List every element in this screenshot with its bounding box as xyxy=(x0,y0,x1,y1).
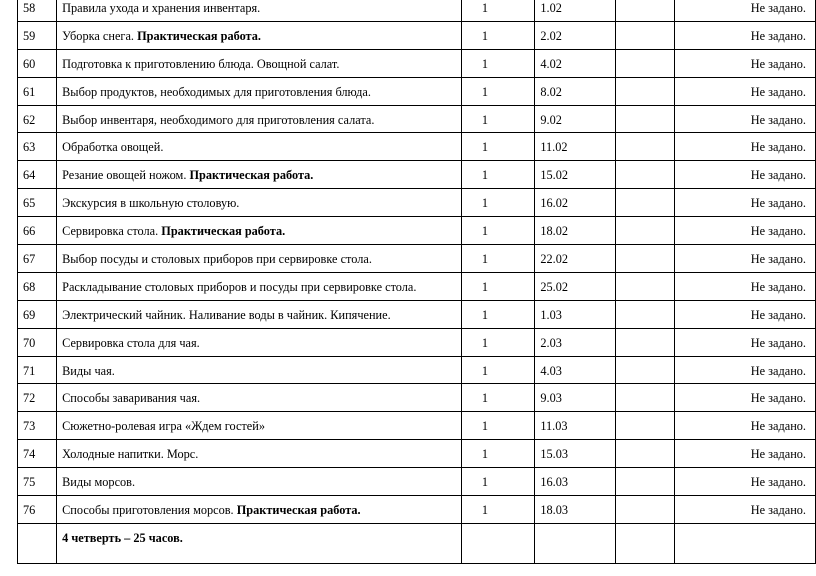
lesson-date: 9.03 xyxy=(535,384,615,412)
lesson-topic xyxy=(57,245,462,273)
lesson-number: 65 xyxy=(18,189,57,217)
lesson-topic xyxy=(57,384,462,412)
lesson-plan-table xyxy=(17,0,816,564)
lesson-hours: 1 xyxy=(461,412,534,440)
lesson-topic-text: Подготовка к приготовлению блюда. Овощной салат. xyxy=(62,56,340,71)
lesson-hours: 1 xyxy=(461,300,534,328)
lesson-date: 9.02 xyxy=(535,105,615,133)
lesson-topic xyxy=(57,356,462,384)
actual-date-cell xyxy=(615,105,674,133)
lesson-number: 74 xyxy=(18,440,57,468)
table-row xyxy=(18,245,816,273)
quarter-heading-row xyxy=(18,523,816,563)
lesson-status: Не задано. xyxy=(674,356,815,384)
lesson-topic-emphasis: Практическая работа. xyxy=(161,224,286,239)
actual-date-cell xyxy=(615,217,674,245)
actual-date-cell xyxy=(615,468,674,496)
lesson-topic-text: Виды морсов. xyxy=(62,475,136,490)
lesson-status: Не задано. xyxy=(674,496,815,524)
lesson-topic-text: Сюжетно-ролевая игра «Ждем гостей» xyxy=(62,419,265,434)
lesson-topic-text: Сервировка стола для чая. xyxy=(62,335,200,350)
lesson-date: 22.02 xyxy=(535,245,615,273)
actual-date-cell xyxy=(615,496,674,524)
empty-cell xyxy=(535,523,615,563)
empty-cell xyxy=(615,523,674,563)
lesson-number: 67 xyxy=(18,245,57,273)
lesson-topic xyxy=(57,77,462,105)
lesson-date: 4.02 xyxy=(535,49,615,77)
lesson-status: Не задано. xyxy=(674,133,815,161)
lesson-date: 18.03 xyxy=(535,496,615,524)
lesson-number: 68 xyxy=(18,272,57,300)
lesson-topic-emphasis: Практическая работа. xyxy=(137,28,261,43)
lesson-topic-text: Резание овощей ножом. xyxy=(62,168,190,183)
actual-date-cell xyxy=(615,245,674,273)
actual-date-cell xyxy=(615,272,674,300)
lesson-hours: 1 xyxy=(461,496,534,524)
table-row xyxy=(18,468,816,496)
actual-date-cell xyxy=(615,300,674,328)
lesson-status: Не задано. xyxy=(674,0,815,21)
lesson-topic xyxy=(57,468,462,496)
lesson-topic xyxy=(57,440,462,468)
lesson-number: 61 xyxy=(18,77,57,105)
lesson-number: 76 xyxy=(18,496,57,524)
table-row xyxy=(18,412,816,440)
empty-cell xyxy=(674,523,815,563)
empty-cell xyxy=(18,523,57,563)
table-row xyxy=(18,384,816,412)
lesson-topic xyxy=(57,0,462,21)
actual-date-cell xyxy=(615,49,674,77)
lesson-status: Не задано. xyxy=(674,77,815,105)
lesson-status: Не задано. xyxy=(674,272,815,300)
table-row xyxy=(18,0,816,21)
lesson-number: 66 xyxy=(18,217,57,245)
lesson-topic xyxy=(57,328,462,356)
lesson-topic-text: Сервировка стола. xyxy=(62,224,162,239)
lesson-topic-text: Экскурсия в школьную столовую. xyxy=(62,196,240,211)
lesson-date: 2.02 xyxy=(535,21,615,49)
lesson-number: 72 xyxy=(18,384,57,412)
lesson-status: Не задано. xyxy=(674,105,815,133)
lesson-hours: 1 xyxy=(461,384,534,412)
lesson-status: Не задано. xyxy=(674,440,815,468)
lesson-hours: 1 xyxy=(461,161,534,189)
lesson-number: 71 xyxy=(18,356,57,384)
lesson-topic-emphasis: Практическая работа. xyxy=(189,168,314,183)
lesson-number: 59 xyxy=(18,21,57,49)
lesson-status: Не задано. xyxy=(674,300,815,328)
lesson-topic xyxy=(57,496,462,524)
lesson-date: 15.02 xyxy=(535,161,615,189)
lesson-number: 73 xyxy=(18,412,57,440)
table-row xyxy=(18,272,816,300)
actual-date-cell xyxy=(615,77,674,105)
table-row xyxy=(18,133,816,161)
actual-date-cell xyxy=(615,189,674,217)
lesson-date: 18.02 xyxy=(535,217,615,245)
lesson-date: 2.03 xyxy=(535,328,615,356)
lesson-topic-text: Выбор продуктов, необходимых для приготовления блюда. xyxy=(62,84,371,99)
lesson-hours: 1 xyxy=(461,189,534,217)
lesson-hours: 1 xyxy=(461,245,534,273)
actual-date-cell xyxy=(615,161,674,189)
lesson-number: 60 xyxy=(18,49,57,77)
lesson-date: 16.03 xyxy=(535,468,615,496)
lesson-hours: 1 xyxy=(461,272,534,300)
actual-date-cell xyxy=(615,133,674,161)
lesson-number: 58 xyxy=(18,0,57,21)
lesson-status: Не задано. xyxy=(674,21,815,49)
lesson-topic-text: Виды чая. xyxy=(62,363,115,378)
lesson-status: Не задано. xyxy=(674,217,815,245)
lesson-topic-emphasis: Практическая работа. xyxy=(236,503,361,518)
lesson-date: 16.02 xyxy=(535,189,615,217)
lesson-status: Не задано. xyxy=(674,468,815,496)
lesson-number: 62 xyxy=(18,105,57,133)
actual-date-cell xyxy=(615,384,674,412)
lesson-date: 1.03 xyxy=(535,300,615,328)
lesson-hours: 1 xyxy=(461,440,534,468)
lesson-topic-text: Холодные напитки. Морс. xyxy=(62,447,199,462)
lesson-topic xyxy=(57,300,462,328)
empty-cell xyxy=(461,523,534,563)
table-row xyxy=(18,21,816,49)
actual-date-cell xyxy=(615,21,674,49)
lesson-topic xyxy=(57,133,462,161)
lesson-status: Не задано. xyxy=(674,189,815,217)
lesson-hours: 1 xyxy=(461,49,534,77)
lesson-hours: 1 xyxy=(461,133,534,161)
lesson-topic xyxy=(57,21,462,49)
lesson-topic-text: Раскладывание столовых приборов и посуды при сервировке стола. xyxy=(62,279,417,294)
lesson-date: 1.02 xyxy=(535,0,615,21)
lesson-date: 25.02 xyxy=(535,272,615,300)
lesson-date: 11.03 xyxy=(535,412,615,440)
lesson-topic-text: Способы приготовления морсов. xyxy=(62,503,237,518)
lesson-topic-text: Выбор посуды и столовых приборов при сервировке стола. xyxy=(62,252,372,267)
lesson-number: 63 xyxy=(18,133,57,161)
lesson-hours: 1 xyxy=(461,21,534,49)
lesson-date: 8.02 xyxy=(535,77,615,105)
lesson-status: Не задано. xyxy=(674,328,815,356)
lesson-hours: 1 xyxy=(461,217,534,245)
lesson-topic xyxy=(57,217,462,245)
lesson-hours: 1 xyxy=(461,77,534,105)
table-row xyxy=(18,189,816,217)
lesson-topic-text: Электрический чайник. Наливание воды в чайник. Кипячение. xyxy=(62,307,391,322)
lesson-status: Не задано. xyxy=(674,161,815,189)
table-row xyxy=(18,49,816,77)
table-row xyxy=(18,356,816,384)
table-row xyxy=(18,496,816,524)
lesson-topic xyxy=(57,49,462,77)
actual-date-cell xyxy=(615,440,674,468)
table-row xyxy=(18,328,816,356)
actual-date-cell xyxy=(615,356,674,384)
lesson-status: Не задано. xyxy=(674,49,815,77)
lesson-topic xyxy=(57,412,462,440)
lesson-date: 11.02 xyxy=(535,133,615,161)
lesson-topic-text: Обработка овощей. xyxy=(62,140,164,155)
lesson-hours: 1 xyxy=(461,468,534,496)
lesson-status: Не задано. xyxy=(674,384,815,412)
lesson-number: 64 xyxy=(18,161,57,189)
lesson-date: 15.03 xyxy=(535,440,615,468)
table-row xyxy=(18,440,816,468)
table-row xyxy=(18,105,816,133)
lesson-topic-text: Уборка снега. xyxy=(62,28,138,43)
lesson-hours: 1 xyxy=(461,105,534,133)
lesson-hours: 1 xyxy=(461,328,534,356)
lesson-topic xyxy=(57,189,462,217)
table-row xyxy=(18,77,816,105)
actual-date-cell xyxy=(615,412,674,440)
lesson-date: 4.03 xyxy=(535,356,615,384)
lesson-number: 70 xyxy=(18,328,57,356)
table-row xyxy=(18,300,816,328)
actual-date-cell xyxy=(615,0,674,21)
lesson-topic xyxy=(57,272,462,300)
table-row xyxy=(18,217,816,245)
lesson-topic-text: Способы заваривания чая. xyxy=(62,391,201,406)
lesson-status: Не задано. xyxy=(674,245,815,273)
actual-date-cell xyxy=(615,328,674,356)
lesson-hours: 1 xyxy=(461,0,534,21)
lesson-topic-text: Выбор инвентаря, необходимого для приготовления салата. xyxy=(62,112,375,127)
table-row xyxy=(18,161,816,189)
quarter-heading: 4 четверть – 25 часов. xyxy=(57,523,462,563)
lesson-topic xyxy=(57,161,462,189)
lesson-topic xyxy=(57,105,462,133)
lesson-hours: 1 xyxy=(461,356,534,384)
lesson-topic-text: Правила ухода и хранения инвентаря. xyxy=(62,1,261,15)
lesson-number: 69 xyxy=(18,300,57,328)
lesson-number: 75 xyxy=(18,468,57,496)
lesson-status: Не задано. xyxy=(674,412,815,440)
